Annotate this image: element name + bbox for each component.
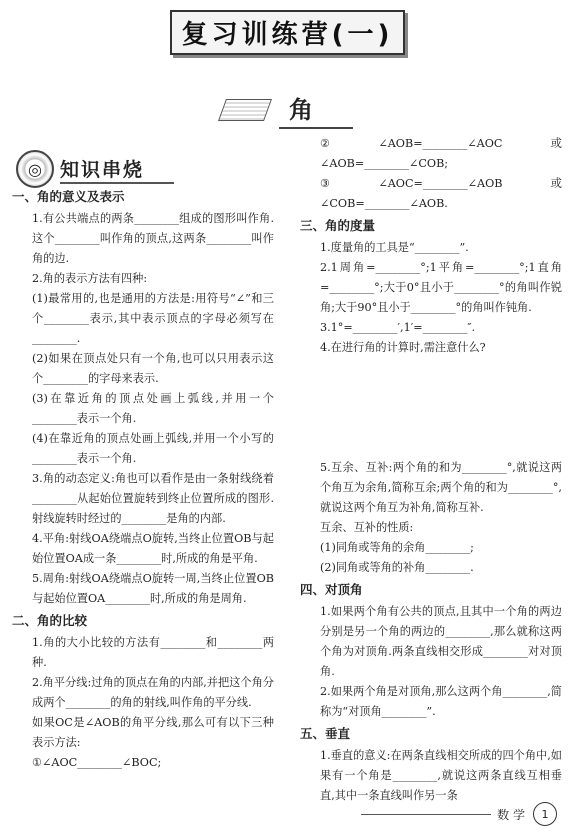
paragraph: 3.1°=________′,1′=________″. xyxy=(320,321,476,334)
paragraph: (1)同角或等角的余角________; xyxy=(320,541,474,554)
subtitle-area xyxy=(0,90,575,129)
right-column xyxy=(300,134,562,806)
heading-section-4: 四、对顶角 xyxy=(300,582,363,597)
paragraph: (3)在靠近角的顶点处画上弧线,并用一个________表示一个角. xyxy=(32,392,274,425)
paragraph: 2.角平分线:过角的顶点在角的内部,并把这个角分成两个________的角的射线,叫作角的平分线. xyxy=(32,676,274,709)
knowledge-badge-icon: ◎ xyxy=(16,150,54,188)
paragraph: 2.角的表示方法有四种: xyxy=(32,272,148,285)
paragraph: 1.垂直的意义:在两条直线相交所成的四个角中,如果有一个角是________,就说这两条直线互相垂直,其中一条直线叫作另一条 xyxy=(320,749,562,802)
paragraph: 2.1周角=________°;1平角=________°;1直角=________°;大于0°且小于________°的角叫作锐角;大于90°且小于________°的角叫作钝角. xyxy=(320,261,562,314)
footer-rule xyxy=(361,814,491,815)
paragraph: 4.平角:射线OA绕端点O旋转,当终止位置OB与起始位置OA成一条________时,所成的角是平角. xyxy=(32,532,274,565)
paragraph: 如果OC是∠AOB的角平分线,那么可有以下三种表示方法: xyxy=(32,716,274,749)
left-column xyxy=(12,185,274,773)
section-header xyxy=(16,150,174,188)
paragraph: 1.如果两个角有公共的顶点,且其中一个角的两边分别是另一个角的两边的________,那么就称这两个角为对顶角.两条直线相交形成________对对顶角. xyxy=(320,605,562,678)
paragraph: 4.在进行角的计算时,需注意什么? xyxy=(320,341,486,354)
heading-section-3: 三、角的度量 xyxy=(300,218,376,233)
paragraph: 5.互余、互补:两个角的和为________°,就说这两个角互为余角,简称互余;两个角的和为________°,就说这两个角互为补角,简称互补. xyxy=(320,461,562,514)
paragraph: (2)同角或等角的补角________. xyxy=(320,561,474,574)
footer-subject: 数 学 xyxy=(497,807,525,822)
page-title: 复习训练营(一) xyxy=(0,10,575,55)
book-icon xyxy=(218,99,272,121)
answer-space xyxy=(300,358,562,458)
heading-section-1: 一、角的意义及表示 xyxy=(12,189,125,204)
paragraph: 1.度量角的工具是“________”. xyxy=(320,241,469,254)
paragraph: ②∠AOB=________∠AOC或∠AOB=________∠COB; xyxy=(320,137,562,170)
paragraph: (1)最常用的,也是通用的方法是:用符号“∠”和三个________表示,其中表示顶点的字母必须写在________. xyxy=(32,292,274,345)
paragraph: ①∠AOC________∠BOC; xyxy=(32,756,162,769)
paragraph: (2)如果在顶点处只有一个角,也可以只用表示这个________的字母来表示. xyxy=(32,352,274,385)
paragraph: 5.周角:射线OA绕端点O旋转一周,当终止位置OB与起始位置OA________时,所成的角是周角. xyxy=(32,572,274,605)
paragraph: 互余、互补的性质: xyxy=(320,521,414,534)
chapter-subtitle: 角 xyxy=(279,90,353,129)
paragraph: 1.有公共端点的两条________组成的图形叫作角.这个________叫作角的顶点,这两条________叫作角的边. xyxy=(32,212,274,265)
heading-section-5: 五、垂直 xyxy=(300,726,351,741)
paragraph: 1.角的大小比较的方法有________和________两种. xyxy=(32,636,274,669)
heading-section-2: 二、角的比较 xyxy=(12,613,88,628)
page-footer xyxy=(361,802,557,826)
paragraph: 2.如果两个角是对顶角,那么这两个角________,简称为“对顶角________”. xyxy=(320,685,562,718)
paragraph: 3.角的动态定义:角也可以看作是由一条射线绕着________从起始位置旋转到终止位置所成的图形.射线旋转时经过的________是角的内部. xyxy=(32,472,274,525)
paragraph: ③∠AOC=________∠AOB或∠COB=________∠AOB. xyxy=(320,177,562,210)
page-number: 1 xyxy=(533,802,557,826)
section-header-label: 知识串烧 xyxy=(60,155,174,184)
paragraph: (4)在靠近角的顶点处画上弧线,并用一个小写的________表示一个角. xyxy=(32,432,274,465)
